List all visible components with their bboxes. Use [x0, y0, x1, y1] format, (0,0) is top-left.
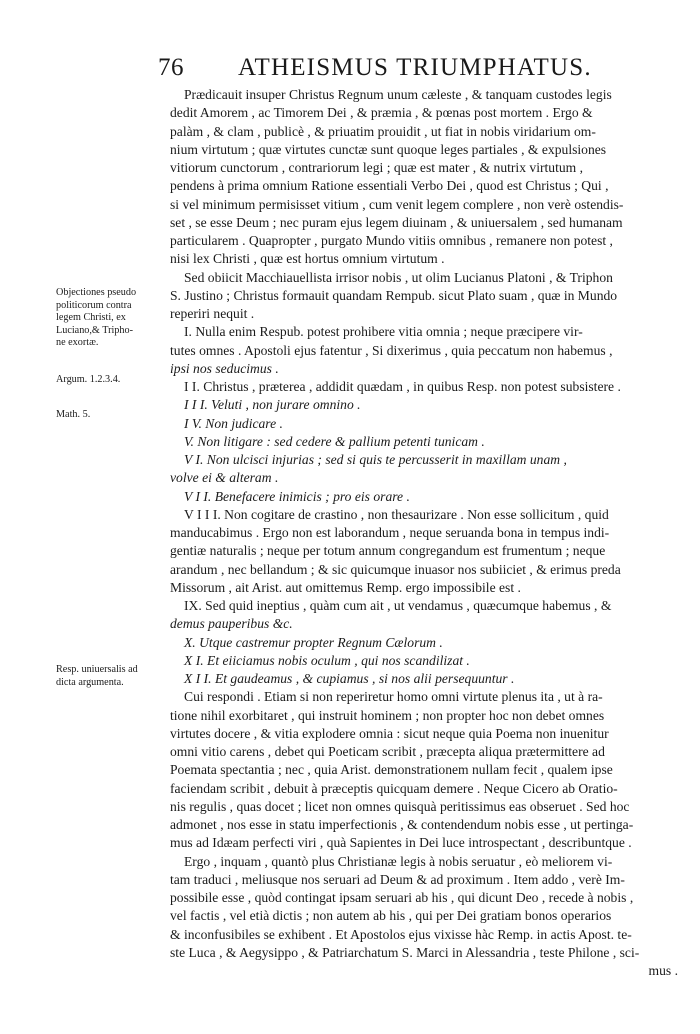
text-line: pendens à prima omnium Ratione essentiali Verbo Dei , quod est Christus ; Qui , — [170, 178, 609, 194]
text-line: X I I. Et gaudeamus , & cupiamus , si nos alii persequuntur . — [184, 671, 515, 686]
text-line: Poemata spectantia ; nec , quia Arist. demonstrationem nullam fecit , qualem ipse — [170, 762, 613, 778]
margin-note-line: dicta argumenta. — [56, 676, 124, 688]
margin-note-objections — [56, 287, 166, 350]
text-line: ste Luca , & Aegysippo , & Patriarchatum S. Marci in Alessandria , teste Philone , sci- — [170, 944, 640, 960]
text-line: X. Utque castremur propter Regnum Cælorum . — [184, 634, 443, 650]
text-line: X I. Et eiiciamus nobis oculum , qui nos scandilizat . — [184, 652, 470, 668]
text-line: mus . — [648, 963, 678, 978]
text-line: possibile esse , quòd contingat ipsam seruari ab his , qui dicunt Deo , recede à nobis , — [170, 890, 634, 905]
margin-note-line: Objectiones pseudo — [56, 287, 137, 298]
text-line: set , se esse Deum ; nec puram ejus legem diuinam , & uniuersalem , sed humanam — [170, 214, 623, 230]
text-line: tione nihil exorbitaret , qui instruit hominem ; non propter hoc non debet omnes — [170, 707, 605, 723]
text-line: I I. Christus , præterea , addidit quædam , in quibus Resp. non potest subsistere . — [184, 379, 621, 394]
margin-note-line: legem Christi, ex — [56, 312, 126, 323]
body-text — [170, 86, 678, 980]
text-line: nium virtutum ; quæ virtutes cunctæ sunt quoque leges partiales , & expulsiones — [170, 141, 607, 157]
text-line: si vel minimum permisisset vitium , cum venit legem complere , non verè ostendis- — [170, 196, 624, 212]
margin-note-line: ne exortæ. — [56, 337, 99, 348]
text-line: tam traduci , meliusque nos seruari ad Deum & ad proximum . Item addo , verè Im- — [170, 871, 625, 887]
text-line: faciendam scribit , debuit à præceptis quicquam demere . Neque Cicero ab Oratio- — [170, 780, 618, 796]
text-line: nisi lex Christi , quæ est hortus omnium virtutum . — [170, 251, 445, 267]
text-line: admonet , nos esse in statu imperfectionis , & contendendum nobis esse , ut pertinga- — [170, 817, 634, 832]
text-line: V I I. Benefacere inimicis ; pro eis orare . — [184, 488, 410, 504]
text-line: dedit Amorem , ac Timorem Dei , & præmia , & pœnas post mortem . Ergo & — [170, 105, 593, 121]
text-line: Ergo , inquam , quantò plus Christianæ legis à nobis seruatur , eò meliorem vi- — [184, 853, 613, 869]
margin-note-matthew — [56, 409, 166, 422]
text-line: vel factis , vel etià dictis ; non autem ab his , qui per Dei gratiam bonos operarios — [170, 908, 612, 924]
text-line: I V. Non judicare . — [184, 415, 283, 431]
text-line: nis regulis , quas docet ; licet non omnes quisquà peritissimus eas obseruet . Sed hoc — [170, 798, 630, 814]
text-line: tutes omnes . Apostoli ejus fatentur , Si dixerimus , quia peccatum non habemus , — [170, 342, 613, 358]
text-line: particularem . Quapropter , purgato Mundo vitiis omnibus , remanere non potest , — [170, 233, 613, 248]
text-line: I. Nulla enim Respub. potest prohibere vitia omnia ; neque præcipere vir- — [184, 324, 583, 340]
margin-note-response — [56, 664, 166, 689]
text-line: Sed obiicit Macchiauellista irrisor nobis , ut olim Lucianus Platoni , & Triphon — [184, 269, 613, 285]
text-line: S. Justino ; Christus formauit quandam Rempub. sicut Plato suam , quæ in Mundo — [170, 287, 618, 303]
text-line: I I I. Veluti , non jurare omnino . — [184, 397, 361, 413]
text-line: arandum , nec bellandum ; & sic quicumque inuasor nos subiiciet , & erimus preda — [170, 561, 621, 577]
page-number: 76 — [158, 54, 184, 81]
text-line: V I. Non ulcisci injurias ; sed si quis te percusserit in maxillam unam , — [184, 452, 567, 467]
text-line: vitiorum cunctorum , contrariorum legi ; quæ est mater , & nutrix virtutum , — [170, 160, 584, 175]
margin-note-line: politicorum contra — [56, 299, 132, 311]
text-line: virtutes docere , & vitia explodere omnia : sicut neque quia Poema non inuenitur — [170, 725, 609, 741]
text-line: Prædicauit insuper Christus Regnum unum cæleste , & tanquam custodes legis — [184, 87, 612, 102]
text-line: volve ei & alteram . — [170, 470, 279, 486]
margin-note-line: Luciano,& Tripho- — [56, 324, 133, 336]
text-line: mus ad Idæam perfecti viri , quà Sapientes in Dei luce introspectant , describuntque . — [170, 835, 632, 851]
text-line: gentiæ naturalis ; neque per totum annum congregandum est frumentum ; neque — [170, 543, 606, 559]
text-line: manducabimus . Ergo non est laborandum , neque seruanda bona in tempus indi- — [170, 525, 610, 540]
text-line: IX. Sed quid ineptius , quàm cum ait , ut vendamus , quæcumque habemus , & — [184, 598, 612, 613]
text-line: Cui respondi . Etiam si non reperiretur homo omni virtute plenus ita , ut à ra- — [184, 689, 603, 705]
page-header — [158, 54, 628, 84]
margin-note-argumenta — [56, 374, 166, 387]
text-line: demus pauperibus &c. — [170, 616, 293, 632]
text-line: reperiri nequit . — [170, 306, 255, 321]
running-title: ATHEISMUS TRIUMPHATUS. — [238, 54, 592, 81]
margin-note-line: Math. 5. — [56, 409, 91, 420]
text-line: & inconfusibiles se exhibent . Et Apostolos ejus vixisse hàc Remp. in actis Apost. te- — [170, 926, 632, 942]
text-line: V I I I. Non cogitare de crastino , non thesaurizare . Non esse sollicitum , quid — [184, 506, 609, 522]
text-line: Missorum , ait Arist. aut omittemus Remp. ergo impossibile est . — [170, 579, 521, 595]
text-line: ipsi nos seducimus . — [170, 360, 279, 376]
margin-note-line: Resp. uniuersalis ad — [56, 664, 138, 675]
text-line: omni vitio carens , debet qui Poeticam scribit , præcepta aliqua prætermittere ad — [170, 744, 605, 759]
text-line: V. Non litigare : sed cedere & pallium petenti tunicam . — [184, 433, 485, 449]
margin-note-line: Argum. 1.2.3.4. — [56, 374, 121, 385]
text-line: palàm , & clam , publicè , & priuatim prouidit , ut fiat in nobis viridarium om- — [170, 123, 596, 139]
